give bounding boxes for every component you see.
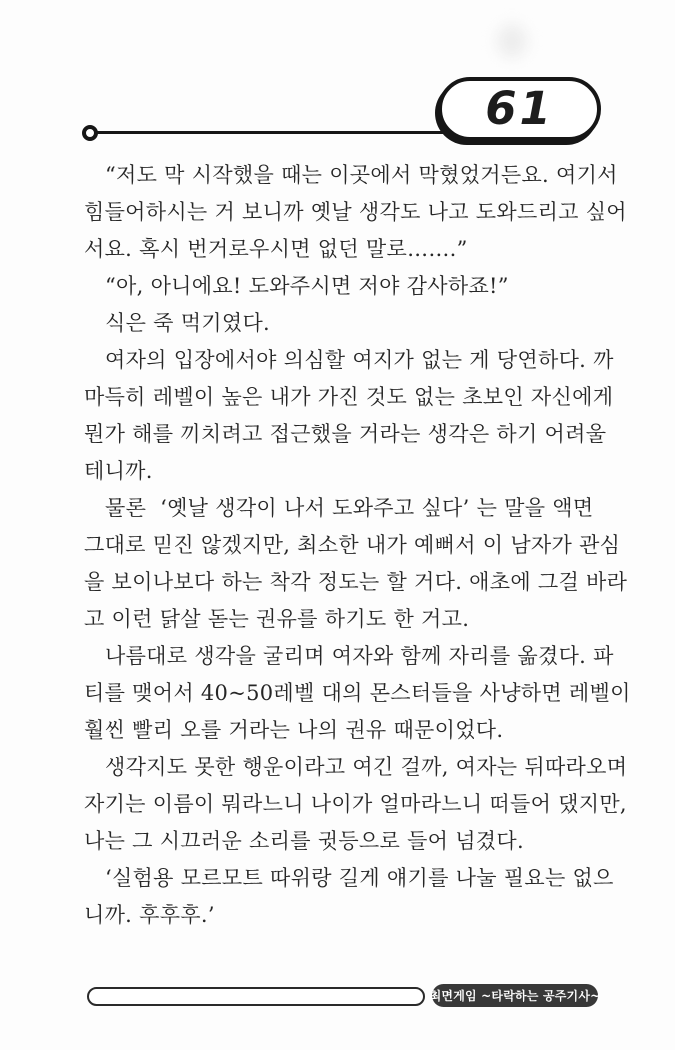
text-line: 생각지도 못한 행운이라고 여긴 걸까, 여자는 뒤따라오며 xyxy=(105,755,628,779)
scan-smudge xyxy=(497,24,527,58)
text-line: “저도 막 시작했을 때는 이곳에서 막혔었거든요. 여기서 xyxy=(105,163,618,187)
header-rule xyxy=(96,131,445,134)
text-line: 서요. 혹시 번거로우시면 없던 말로…….” xyxy=(84,237,468,261)
text-line: 식은 죽 먹기였다. xyxy=(105,311,271,335)
text-line: 여자의 입장에서야 의심할 여지가 없는 게 당연하다. 까 xyxy=(105,348,614,372)
footer-title-box xyxy=(87,987,425,1006)
text-line: 마득히 레벨이 높은 내가 가진 것도 없는 초보인 자신에게 xyxy=(84,385,614,409)
text-line: 니까. 후후후.’ xyxy=(84,903,215,927)
text-line: 테니까. xyxy=(84,459,153,483)
text-line: 을 보이나보다 하는 착각 정도는 할 거다. 애초에 그걸 바라 xyxy=(84,570,628,594)
text-line: “아, 아니에요! 도와주시면 저야 감사하죠!” xyxy=(105,274,509,298)
text-line: 뭔가 해를 끼치려고 접근했을 거라는 생각은 하기 어려울 xyxy=(84,422,607,446)
text-line: 그대로 믿진 않겠지만, 최소한 내가 예뻐서 이 남자가 관심 xyxy=(84,533,621,557)
page-number: 61 xyxy=(485,81,554,135)
text-line: 나름대로 생각을 굴리며 여자와 함께 자리를 옮겼다. 파 xyxy=(105,644,614,668)
text-line: 자기는 이름이 뭐라느니 나이가 얼마라느니 떠들어 댔지만, xyxy=(84,792,627,816)
text-line: ‘실험용 모르모트 따위랑 길게 얘기를 나눌 필요는 없으 xyxy=(105,866,614,890)
text-line: 훨씬 빨리 오를 거라는 나의 권유 때문이었다. xyxy=(84,718,504,742)
text-line: 고 이런 닭살 돋는 권유를 하기도 한 거고. xyxy=(84,607,470,631)
novel-text xyxy=(84,157,631,934)
text-line: 나는 그 시끄러운 소리를 귓등으로 들어 넘겼다. xyxy=(84,829,524,853)
text-line: 힘들어하시는 거 보니까 옛날 생각도 나고 도와드리고 싶어 xyxy=(84,200,627,224)
page-number-badge xyxy=(438,77,601,141)
text-line: 티를 맺어서 40~50레벨 대의 몬스터들을 사냥하면 레벨이 xyxy=(84,681,631,705)
text-line: 물론 ‘옛날 생각이 나서 도와주고 싶다’ 는 말을 액면 xyxy=(105,496,594,520)
series-title-text: 최면게임 ~타락하는 공주기사~ xyxy=(429,989,601,1003)
series-title-badge xyxy=(429,984,601,1007)
